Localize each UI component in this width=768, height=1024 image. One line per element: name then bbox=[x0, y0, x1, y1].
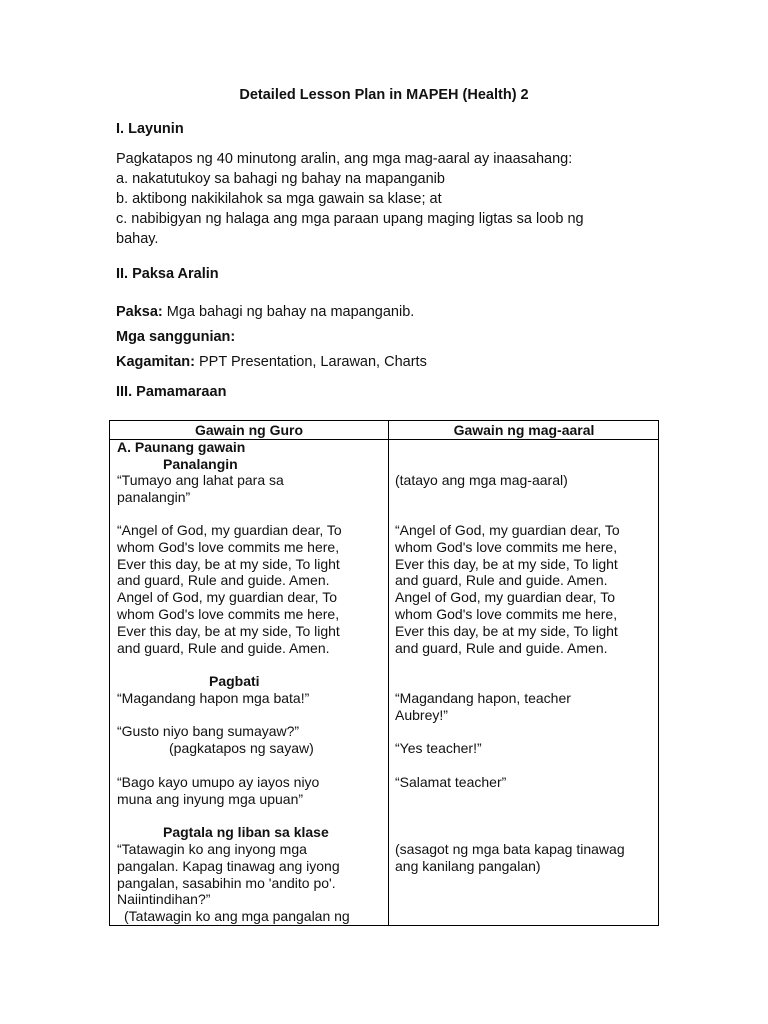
pagbati-heading: Pagbati bbox=[209, 673, 260, 689]
kagamitan-field bbox=[116, 354, 427, 370]
kagamitan-label: Kagamitan: bbox=[116, 354, 195, 370]
document-title: Detailed Lesson Plan in MAPEH (Health) 2 bbox=[239, 87, 529, 103]
paunang-gawain-heading: A. Paunang gawain bbox=[117, 439, 246, 455]
bago-kayo-umupo: “Bago kayo umupo ay iayos niyo muna ang inyung mga upuan” bbox=[117, 774, 320, 807]
pagkatapos-ng-sayaw: (pagkatapos ng sayaw) bbox=[169, 740, 314, 756]
objective-a: a. nakatutukoy sa bahagi ng bahay na mapanganib bbox=[116, 171, 445, 187]
magandang-hapon-students: “Magandang hapon, teacher Aubrey!” bbox=[395, 690, 571, 723]
sasagot-response: (sasagot ng mga bata kapag tinawag ang kanilang pangalan) bbox=[395, 841, 625, 874]
table-column-divider bbox=[388, 421, 389, 925]
paksa-field bbox=[116, 304, 414, 320]
prayer-students: “Angel of God, my guardian dear, To whom God's love commits me here, Ever this day, be at my side, To light and guard, Rule and guide. Amen. Angel of God, my guardian dear, To whom God's love commits me here, Ever this day, be at my side, To light and guard, Rule and guide. Amen. bbox=[395, 522, 620, 656]
pagtala-heading: Pagtala ng liban sa klase bbox=[163, 824, 329, 840]
sanggunian-label: Mga sanggunian: bbox=[116, 329, 236, 345]
section-heading-pamamaraan: III. Pamamaraan bbox=[116, 384, 227, 400]
kagamitan-value: PPT Presentation, Larawan, Charts bbox=[194, 354, 427, 370]
table-header-guro: Gawain ng Guro bbox=[194, 422, 304, 438]
section-heading-paksa-aralin: II. Paksa Aralin bbox=[116, 266, 219, 282]
panalangin-heading: Panalangin bbox=[163, 456, 238, 472]
objectives-intro: Pagkatapos ng 40 minutong aralin, ang mga mag-aaral ay inaasahang: bbox=[116, 151, 573, 167]
gusto-niyo-sumayaw: “Gusto niyo bang sumayaw?” bbox=[117, 723, 300, 739]
objective-c-line1: c. nabibigyan ng halaga ang mga paraan upang maging ligtas sa loob ng bbox=[116, 211, 584, 227]
tatayo-response: (tatayo ang mga mag-aaral) bbox=[395, 472, 568, 488]
prayer-teacher: “Angel of God, my guardian dear, To whom God's love commits me here, Ever this day, be at my side, To light and guard, Rule and guide. Amen. Angel of God, my guardian dear, To whom God's love commits me here, Ever this day, be at my side, To light and guard, Rule and guide. Amen. bbox=[117, 522, 342, 656]
sanggunian-field bbox=[116, 329, 235, 345]
objective-c-line2: bahay. bbox=[116, 231, 159, 247]
objective-b: b. aktibong nakikilahok sa mga gawain sa klase; at bbox=[116, 191, 442, 207]
lesson-plan-table bbox=[109, 420, 659, 926]
magandang-hapon-teacher: “Magandang hapon mga bata!” bbox=[117, 690, 310, 706]
tumayo-instruction: “Tumayo ang lahat para sa panalangin” bbox=[117, 472, 284, 505]
salamat-teacher: “Salamat teacher” bbox=[395, 774, 507, 790]
section-heading-layunin: I. Layunin bbox=[116, 121, 184, 137]
paksa-label: Paksa: bbox=[116, 304, 163, 320]
tatawagin-instruction: “Tatawagin ko ang inyong mga pangalan. Kapag tinawag ang iyong pangalan, sasabihin mo 'andito po'. Naiintindihan?” (Tatawagin ko ang mga pangalan ng bbox=[117, 841, 350, 925]
table-header-mag-aaral: Gawain ng mag-aaral bbox=[453, 422, 595, 438]
yes-teacher: “Yes teacher!” bbox=[395, 740, 482, 756]
objectives-block bbox=[116, 149, 636, 249]
paksa-value: Mga bahagi ng bahay na mapanganib. bbox=[162, 304, 415, 320]
